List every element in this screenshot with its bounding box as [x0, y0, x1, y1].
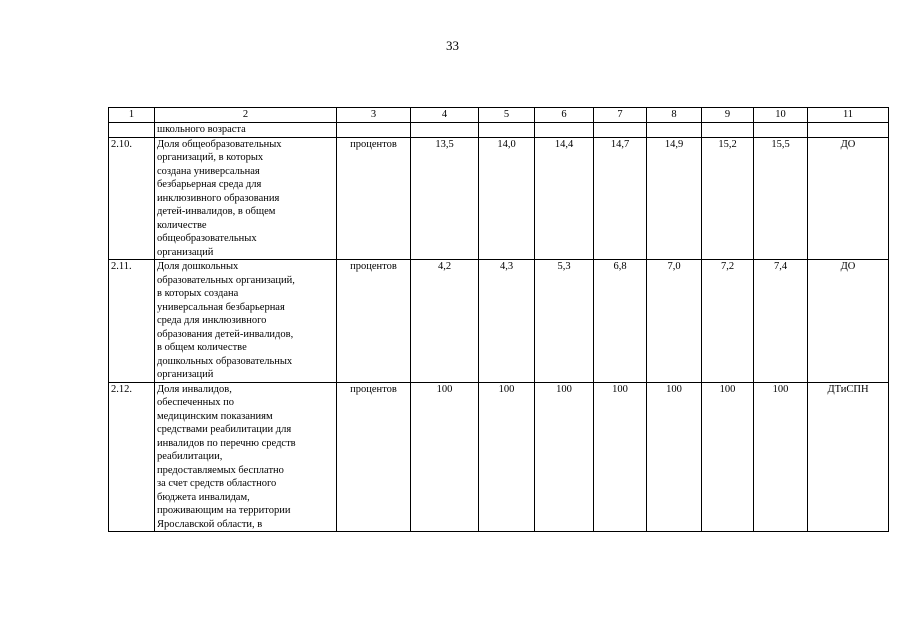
empty-cell [411, 123, 479, 138]
value-cell: 100 [647, 382, 702, 532]
empty-cell [479, 123, 535, 138]
column-header: 4 [411, 108, 479, 123]
empty-cell [535, 123, 594, 138]
unit-cell: процентов [337, 382, 411, 532]
value-cell: 100 [411, 382, 479, 532]
responsible-cell: ДТиСПН [808, 382, 889, 532]
table-row [109, 137, 889, 260]
indicators-table [108, 107, 889, 532]
value-cell: 7,2 [702, 260, 754, 383]
responsible-cell: ДО [808, 137, 889, 260]
column-header: 5 [479, 108, 535, 123]
indicator-name-cell: Доля инвалидов, обеспеченных по медицинским показаниям средствами реабилитации для инвалидов по перечню средств реабилитации, предоставляемых бесплатно за счет средств областного бюджета инвалидам, проживающим на территории Ярославской области, в [155, 382, 337, 532]
value-cell: 14,9 [647, 137, 702, 260]
empty-cell [647, 123, 702, 138]
page-number: 33 [446, 38, 459, 53]
column-header: 7 [594, 108, 647, 123]
value-cell: 14,0 [479, 137, 535, 260]
indicator-name-cell: Доля общеобразовательных организаций, в которых создана универсальная безбарьерная среда для инклюзивного образования детей-инвалидов, в общем количестве общеобразовательных организаций [155, 137, 337, 260]
value-cell: 7,0 [647, 260, 702, 383]
empty-cell [702, 123, 754, 138]
value-cell: 100 [594, 382, 647, 532]
value-cell: 4,3 [479, 260, 535, 383]
column-header: 9 [702, 108, 754, 123]
value-cell: 15,2 [702, 137, 754, 260]
unit-cell: процентов [337, 137, 411, 260]
value-cell: 6,8 [594, 260, 647, 383]
column-header: 3 [337, 108, 411, 123]
column-header: 11 [808, 108, 889, 123]
value-cell: 100 [535, 382, 594, 532]
value-cell: 13,5 [411, 137, 479, 260]
responsible-cell: ДО [808, 260, 889, 383]
empty-cell [594, 123, 647, 138]
row-number-cell: 2.12. [109, 382, 155, 532]
column-header: 10 [754, 108, 808, 123]
column-header: 6 [535, 108, 594, 123]
value-cell: 14,4 [535, 137, 594, 260]
row-number-cell: 2.11. [109, 260, 155, 383]
indicator-name-cell: Доля дошкольных образовательных организаций, в которых создана универсальная безбарьерная среда для инклюзивного образования детей-инвалидов, в общем количестве дошкольных образовательных организаций [155, 260, 337, 383]
value-cell: 4,2 [411, 260, 479, 383]
value-cell: 100 [702, 382, 754, 532]
table-row-continuation [109, 123, 889, 138]
unit-cell: процентов [337, 260, 411, 383]
column-header: 1 [109, 108, 155, 123]
value-cell: 14,7 [594, 137, 647, 260]
value-cell: 100 [754, 382, 808, 532]
column-header: 2 [155, 108, 337, 123]
row-number-cell [109, 123, 155, 138]
empty-cell [754, 123, 808, 138]
indicator-name-cell: школьного возраста [155, 123, 337, 138]
table-row [109, 260, 889, 383]
value-cell: 7,4 [754, 260, 808, 383]
column-header: 8 [647, 108, 702, 123]
empty-cell [808, 123, 889, 138]
value-cell: 5,3 [535, 260, 594, 383]
table-row [109, 382, 889, 532]
value-cell: 15,5 [754, 137, 808, 260]
table-header-row [109, 108, 889, 123]
row-number-cell: 2.10. [109, 137, 155, 260]
value-cell: 100 [479, 382, 535, 532]
empty-cell [337, 123, 411, 138]
